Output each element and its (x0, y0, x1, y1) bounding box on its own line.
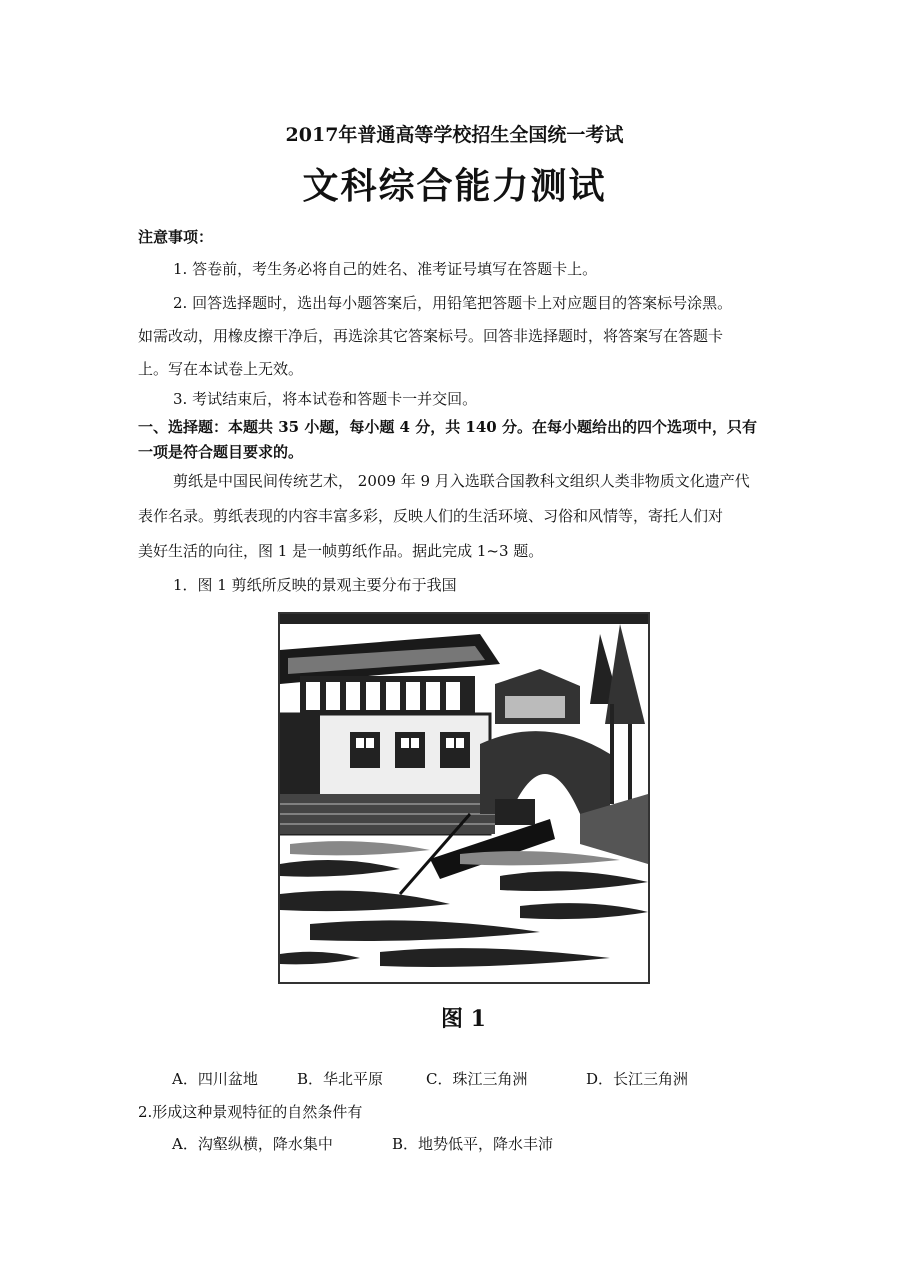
notice-item-3: 3. 考试结束后，将本试卷和答题卡一并交回。 (173, 390, 478, 408)
notice-item-2-line-2: 如需改动，用橡皮擦干净后，再选涂其它答案标号。回答非选择题时，将答案写在答题卡 (138, 327, 724, 345)
option-1-b: B．华北平原 (297, 1070, 384, 1088)
passage-line-1: 剪纸是中国民间传统艺术， 2009 年 9 月入选联合国教科文组织人类非物质文化遗产代 (173, 472, 750, 490)
option-1-d: D．长江三角洲 (586, 1070, 689, 1088)
passage-line-2: 表作名录。剪纸表现的内容丰富多彩，反映人们的生活环境、习俗和风情等，寄托人们对 (138, 507, 724, 525)
passage-line-3: 美好生活的向往，图 1 是一帧剪纸作品。据此完成 1~3 题。 (138, 542, 544, 560)
notice-item-2-line-1: 2. 回答选择题时，选出每小题答案后，用铅笔把答题卡上对应题目的答案标号涂黑。 (173, 294, 733, 312)
section-heading-line-1: 一、选择题：本题共 35 小题，每小题 4 分，共 140 分。在每小题给出的四个选项中，只有 (138, 418, 757, 436)
option-2-a: A．沟壑纵横，降水集中 (172, 1135, 333, 1153)
notice-heading: 注意事项： (138, 228, 214, 246)
exam-title: 2017年普通高等学校招生全国统一考试 (285, 124, 624, 146)
paper-cut-figure (278, 612, 650, 984)
section-heading-line-2: 一项是符合题目要求的。 (138, 443, 304, 461)
option-2-b: B．地势低平，降水丰沛 (392, 1135, 554, 1153)
figure-caption: 图 1 (441, 1006, 486, 1032)
exam-subtitle: 文科综合能力测试 (302, 165, 607, 207)
notice-item-1: 1. 答卷前，考生务必将自己的姓名、准考证号填写在答题卡上。 (173, 260, 598, 278)
question-2-stem: 2.形成这种景观特征的自然条件有 (138, 1103, 363, 1121)
notice-item-2-line-3: 上。写在本试卷上无效。 (138, 360, 304, 378)
option-1-a: A．四川盆地 (172, 1070, 258, 1088)
option-1-c: C．珠江三角洲 (426, 1070, 528, 1088)
question-1-stem: 1．图 1 剪纸所反映的景观主要分布于我国 (173, 576, 457, 594)
